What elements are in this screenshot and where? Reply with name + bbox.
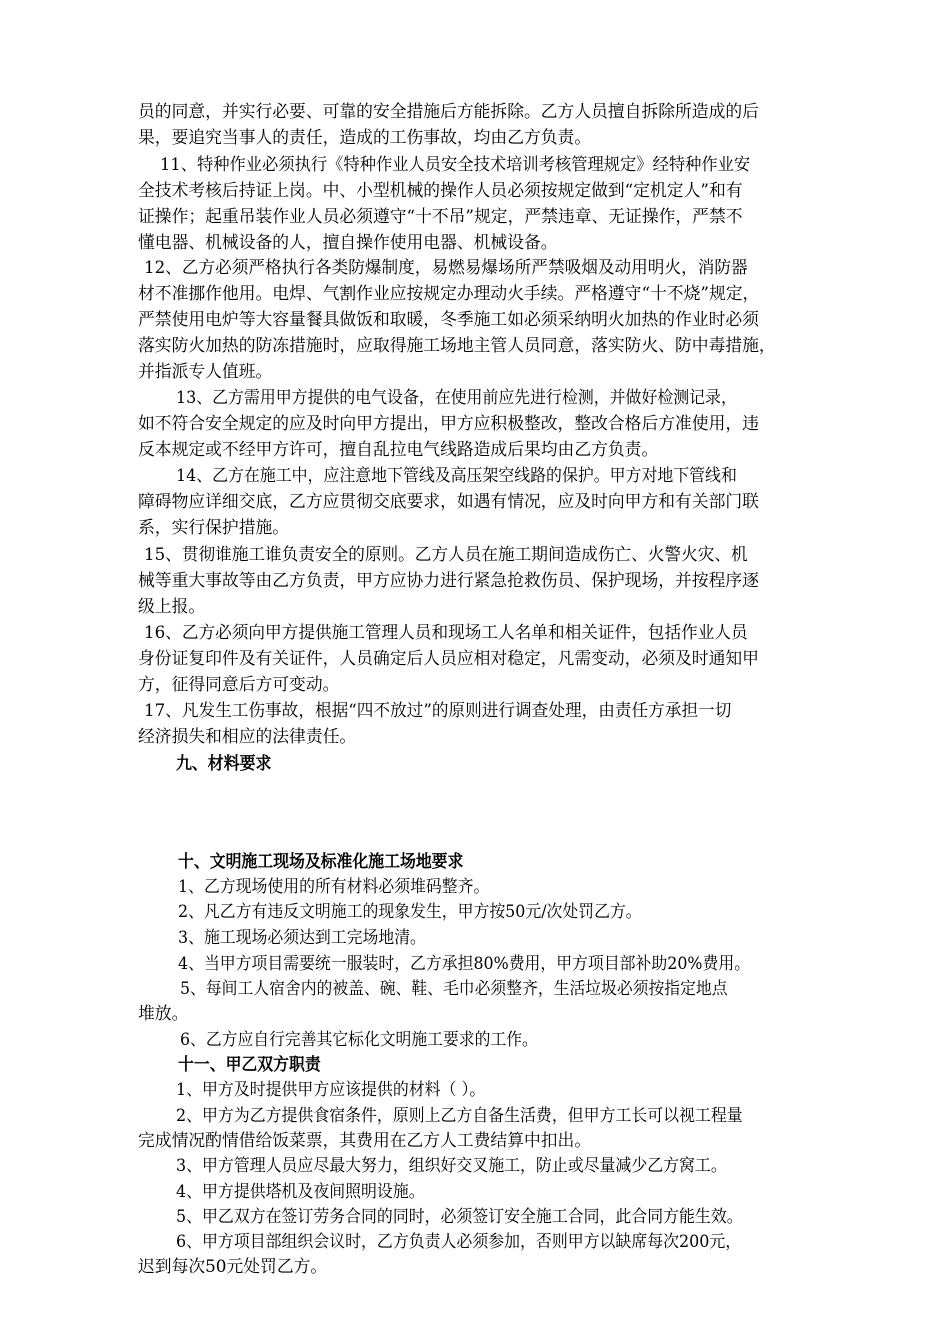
text-line: 6、甲方项目部组织会议时，乙方负责人必须参加，否则甲方以缺席每次200元， xyxy=(176,1231,742,1251)
text-line: 4、甲方提供塔机及夜间照明设施。 xyxy=(176,1181,425,1201)
text-line: 反本规定或不经甲方许可，擅自乱拉电气线路造成后果均由乙方负责。 xyxy=(138,439,659,459)
text-line: 障碍物应详细交底，乙方应贯彻交底要求，如遇有情况，应及时向甲方和有关部门联 xyxy=(138,491,759,511)
text-line: 6、乙方应自行完善其它标化文明施工要求的工作。 xyxy=(180,1029,538,1049)
text-line: 级上报。 xyxy=(138,596,206,616)
text-line: 材不准挪作他用。电焊、气割作业应按规定办理动火手续。严格遵守“十不烧”规定， xyxy=(138,283,760,303)
text-line: 并指派专人值班。 xyxy=(138,361,273,381)
section-heading: 十一、甲乙双方职责 xyxy=(178,1054,321,1074)
text-line: 堆放。 xyxy=(138,1003,189,1023)
text-line: 严禁使用电炉等大容量餐具做饭和取暖，冬季施工如必须采纳明火加热的作业时必须 xyxy=(138,309,759,329)
text-line: 17、凡发生工伤事故，根据“四不放过”的原则进行调查处理，由责任方承担一切 xyxy=(144,700,732,720)
text-line: 证操作；起重吊装作业人员必须遵守“十不吊”规定，严禁违章、无证操作，严禁不 xyxy=(138,206,743,226)
text-line: 经济损失和相应的法律责任。 xyxy=(138,726,357,746)
text-line: 3、甲方管理人员应尽最大努力，组织好交叉施工，防止或尽量减少乙方窝工。 xyxy=(176,1155,727,1175)
text-line: 16、乙方必须向甲方提供施工管理人员和现场工人名单和相关证件，包括作业人员 xyxy=(144,622,748,642)
text-line: 2、凡乙方有违反文明施工的现象发生，甲方按50元/次处罚乙方。 xyxy=(178,901,642,921)
text-line: 如不符合安全规定的应及时向甲方提出，甲方应积极整改，整改合格后方准使用，违 xyxy=(138,413,759,433)
text-line: 懂电器、机械设备的人，擅自操作使用电器、机械设备。 xyxy=(138,232,558,252)
text-line: 11、特种作业必须执行《特种作业人员安全技术培训考核管理规定》经特种作业安 xyxy=(160,154,751,174)
text-line: 迟到每次50元处罚乙方。 xyxy=(138,1256,328,1276)
section-heading: 十、文明施工现场及标准化施工场地要求 xyxy=(178,851,464,871)
text-line: 13、乙方需用甲方提供的电气设备，在使用前应先进行检测，并做好检测记录， xyxy=(176,387,737,407)
text-line: 方，征得同意后方可变动。 xyxy=(138,674,340,694)
text-line: 落实防火加热的防冻措施时，应取得施工场地主管人员同意，落实防火、防中毒措施， xyxy=(138,335,776,355)
section-heading: 九、材料要求 xyxy=(176,753,272,773)
text-line: 1、乙方现场使用的所有材料必须堆码整齐。 xyxy=(178,876,490,896)
text-line: 3、施工现场必须达到工完场地清。 xyxy=(178,927,426,947)
text-line: 身份证复印件及有关证件，人员确定后人员应相对稳定，凡需变动，必须及时通知甲 xyxy=(138,648,759,668)
text-line: 15、贯彻谁施工谁负责安全的原则。乙方人员在施工期间造成伤亡、火警火灾、机 xyxy=(144,544,748,564)
text-line: 系，实行保护措施。 xyxy=(138,517,290,537)
text-line: 果，要追究当事人的责任，造成的工伤事故，均由乙方负责。 xyxy=(138,127,592,147)
text-line: 2、甲方为乙方提供食宿条件，原则上乙方自备生活费，但甲方工长可以视工程量 xyxy=(176,1105,743,1125)
text-line: 5、甲乙双方在签订劳务合同的同时，必须签订安全施工合同，此合同方能生效。 xyxy=(176,1206,743,1226)
text-line: 5、每间工人宿舍内的被盖、碗、鞋、毛巾必须整齐，生活垃圾必须按指定地点 xyxy=(180,978,728,998)
text-line: 全技术考核后持证上岗。中、小型机械的操作人员必须按规定做到“定机定人”和有 xyxy=(138,180,743,200)
text-line: 4、当甲方项目需要统一服装时，乙方承担80%费用，甲方项目部补助20%费用。 xyxy=(178,953,751,973)
text-line: 1、甲方及时提供甲方应该提供的材料（ ）。 xyxy=(176,1079,486,1099)
text-line: 12、乙方必须严格执行各类防爆制度，易燃易爆场所严禁吸烟及动用明火，消防器 xyxy=(144,257,748,277)
text-line: 完成情况酌情借给饭菜票，其费用在乙方人工费结算中扣出。 xyxy=(138,1130,592,1150)
text-line: 员的同意，并实行必要、可靠的安全措施后方能拆除。乙方人员擅自拆除所造成的后 xyxy=(138,101,759,121)
text-line: 14、乙方在施工中，应注意地下管线及高压架空线路的保护。甲方对地下管线和 xyxy=(176,465,737,485)
text-line: 械等重大事故等由乙方负责，甲方应协力进行紧急抢救伤员、保护现场，并按程序逐 xyxy=(138,570,759,590)
